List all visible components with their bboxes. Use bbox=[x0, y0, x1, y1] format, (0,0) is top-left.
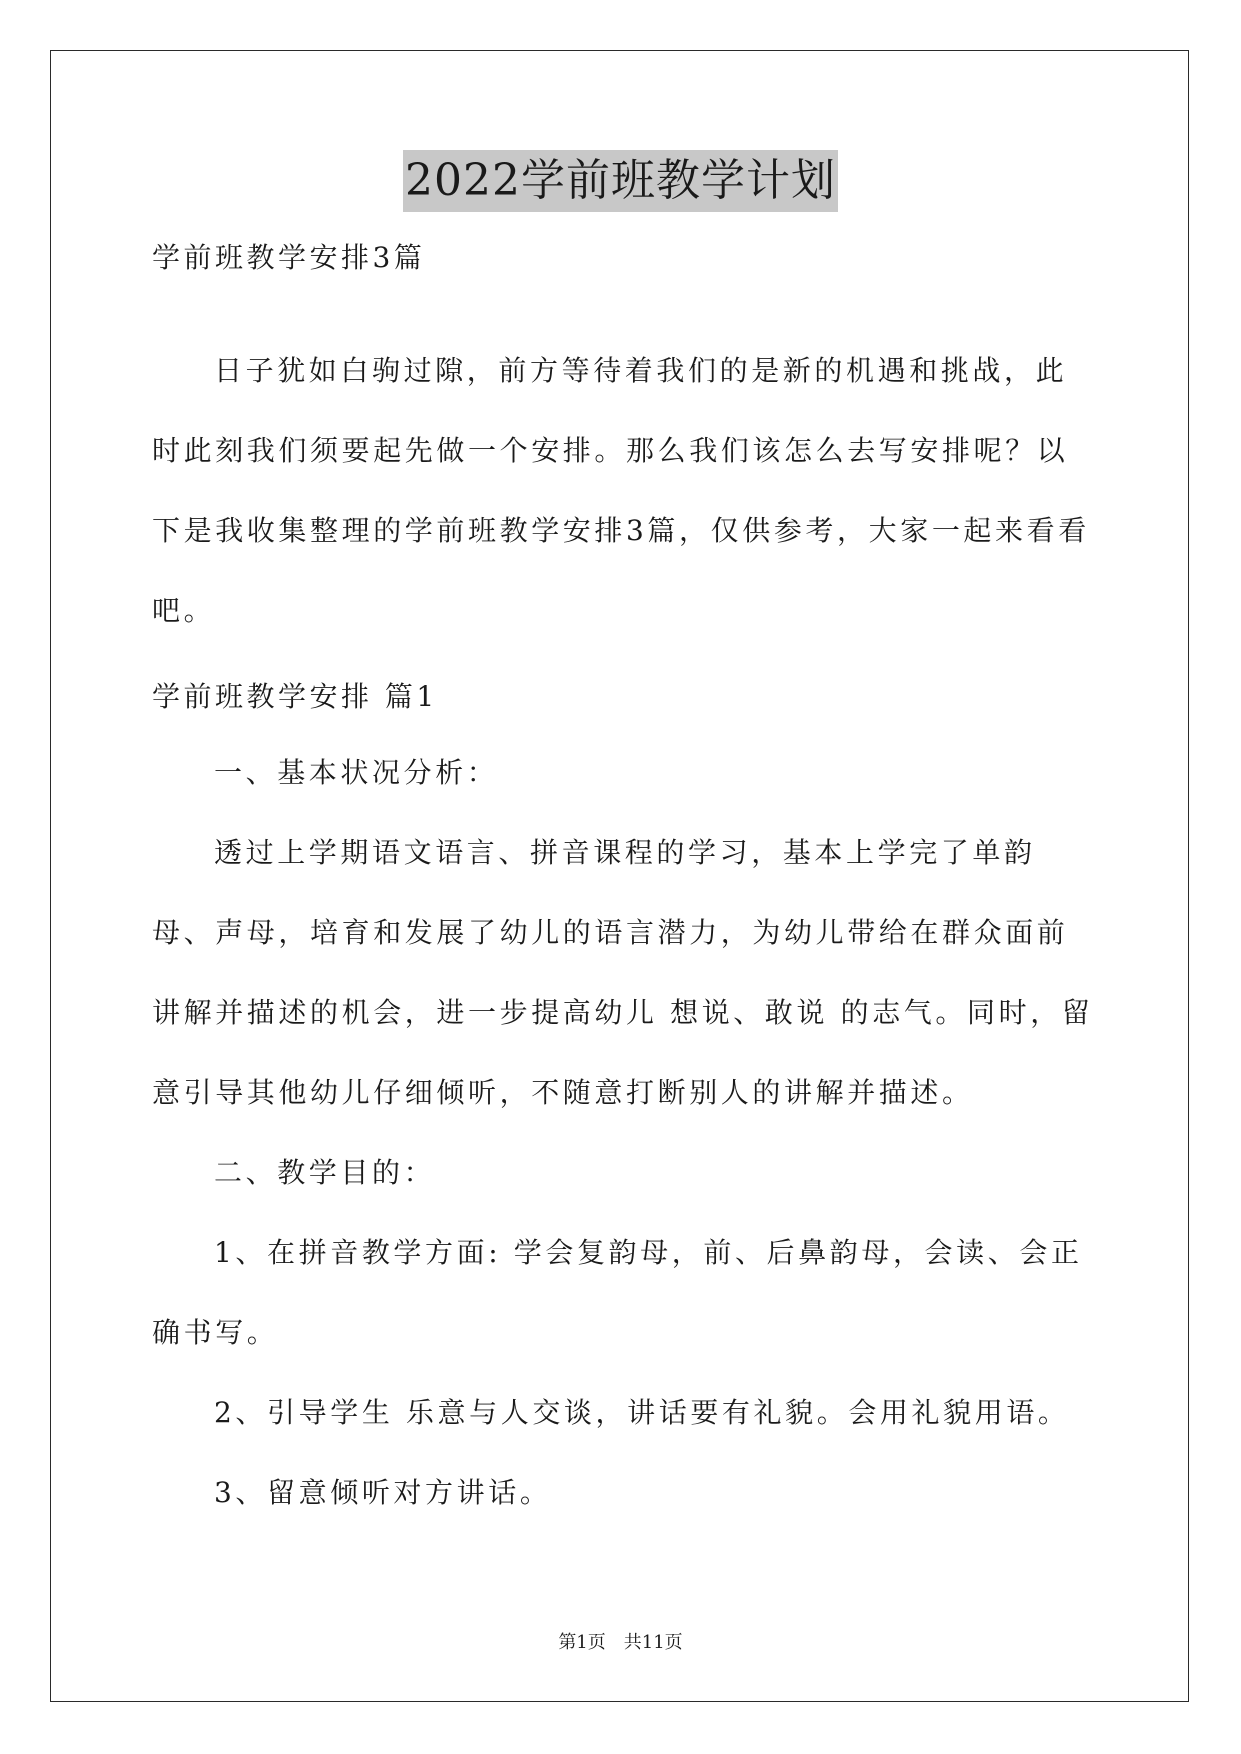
paragraph-analysis: 透过上学期语文语言、拼音课程的学习，基本上学完了单韵母、声母，培育和发展了幼儿的语言潜力，为幼儿带给在群众面前讲解并描述的机会，进一步提高幼儿 想说、敢说 的志气。同时，留意引导其他幼儿仔细倾听，不随意打断别人的讲解并描述。 bbox=[152, 836, 1094, 1109]
title-container bbox=[0, 150, 1241, 212]
page-footer: 第1页 共11页 bbox=[558, 1632, 683, 1653]
section-heading: 学前班教学安排 篇1 bbox=[152, 680, 438, 713]
heading-basic-analysis: 一、基本状况分析： bbox=[214, 756, 499, 789]
goal-item-2: 2、引导学生 乐意与人交谈，讲话要有礼貌。会用礼貌用语。 bbox=[214, 1396, 1070, 1429]
document-title: 2022学前班教学计划 bbox=[403, 150, 838, 212]
goal-item-3: 3、留意倾听对方讲话。 bbox=[214, 1476, 552, 1509]
document-subtitle: 学前班教学安排3篇 bbox=[152, 241, 426, 274]
heading-teaching-goals: 二、教学目的： bbox=[214, 1156, 436, 1189]
goal-item-1: 1、在拼音教学方面: 学会复韵母，前、后鼻韵母，会读、会正确书写。 bbox=[152, 1236, 1083, 1349]
intro-paragraph: 日子犹如白驹过隙，前方等待着我们的是新的机遇和挑战，此时此刻我们须要起先做一个安排。那么我们该怎么去写安排呢？以下是我收集整理的学前班教学安排3篇，仅供参考，大家一起来看看吧。 bbox=[152, 354, 1090, 627]
